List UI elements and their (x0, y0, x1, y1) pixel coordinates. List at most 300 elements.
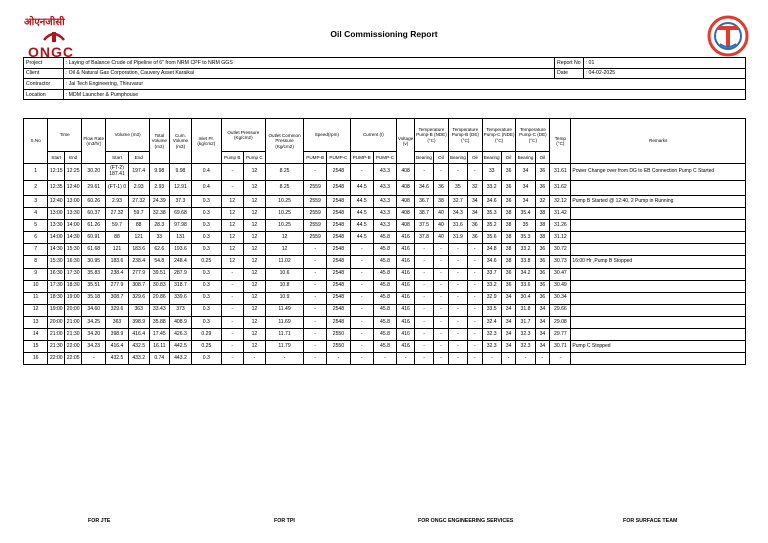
table-cell: 33 (149, 232, 169, 244)
table-cell: - (304, 341, 327, 353)
table-cell: 30.83 (149, 280, 169, 292)
table-cell: 13:30 (48, 220, 65, 232)
table-row (24, 232, 746, 244)
table-cell: 31.9 (448, 232, 467, 244)
table-cell: 12:40 (65, 181, 82, 196)
table-cell: 36 (467, 232, 482, 244)
table-cell: 34 (516, 196, 535, 208)
table-row (24, 181, 746, 196)
table-cell: 3 (24, 196, 48, 208)
pc-de-oil-header: Oil (535, 152, 550, 164)
ongc-logo (22, 14, 92, 58)
table-cell: - (221, 329, 243, 341)
inlet-pressure-header: Inlet Pr. (kg/cm2) (192, 119, 222, 164)
table-cell: 35.3 (482, 208, 501, 220)
table-cell: - (415, 280, 434, 292)
table-cell: 17.45 (149, 329, 169, 341)
table-cell: 193.6 (169, 244, 191, 256)
table-cell: 31.8 (516, 304, 535, 316)
table-cell: 2559 (304, 220, 327, 232)
table-cell: 2548 (327, 164, 350, 181)
table-cell: 0.3 (192, 353, 222, 365)
table-cell: 38 (535, 208, 550, 220)
table-cell: - (350, 329, 373, 341)
table-cell: 9 (24, 268, 48, 280)
pc-nde-oil-header: Oil (501, 152, 516, 164)
table-cell: 35 (516, 220, 535, 232)
pc-de-bearing-header: Bearing (516, 152, 535, 164)
table-cell: 12 (266, 232, 304, 244)
table-cell: - (415, 329, 434, 341)
table-cell: 14 (24, 329, 48, 341)
table-cell: 22:00 (65, 341, 82, 353)
table-cell: 2.93 (128, 181, 149, 196)
pb-nde-bearing-header: Bearing (415, 152, 434, 164)
table-cell: 38.7 (415, 208, 434, 220)
table-cell: 45.8 (373, 292, 396, 304)
table-cell: 12 (243, 232, 265, 244)
table-cell: 34 (467, 196, 482, 208)
voltage-header: Voltage (v) (397, 119, 415, 164)
remark-cell: Pump C Stopped (571, 341, 746, 353)
table-cell: 10 (24, 280, 48, 292)
table-cell: 40 (434, 232, 449, 244)
table-cell: - (415, 341, 434, 353)
table-cell: 34 (516, 164, 535, 181)
table-row (24, 341, 746, 353)
table-cell: - (415, 256, 434, 268)
table-cell: 0.3 (192, 244, 222, 256)
table-row (24, 208, 746, 220)
table-cell: - (350, 341, 373, 353)
table-cell: 24.39 (149, 196, 169, 208)
table-cell: 36 (535, 268, 550, 280)
table-cell: 2.93 (106, 196, 128, 208)
table-cell: 32 (535, 196, 550, 208)
current-pump-b-header: PUMP-B (350, 152, 373, 164)
time-start-header: Start (48, 152, 65, 164)
table-cell: 34.6 (482, 196, 501, 208)
table-cell: 34.25 (82, 316, 106, 328)
outlet-common-header: Outlet Common Pressure (Kg/cm2) (266, 119, 304, 164)
table-row (24, 329, 746, 341)
table-cell: 22:00 (48, 353, 65, 365)
table-cell: 2559 (304, 181, 327, 196)
flow-rate-header: Flow Rate (m3/hr) (82, 119, 106, 164)
remark-cell: 16:00 Hr ,Pump B Stopped (571, 256, 746, 268)
table-row (24, 316, 746, 328)
remark-cell (571, 220, 746, 232)
table-cell: 363 (106, 316, 128, 328)
table-cell: 433.2 (128, 353, 149, 365)
outlet-pump-c-header: Pump C (243, 152, 265, 164)
table-cell: 27.32 (106, 208, 128, 220)
table-cell: 12:25 (65, 164, 82, 181)
table-cell: 54.8 (149, 256, 169, 268)
table-cell: 45.8 (373, 329, 396, 341)
table-cell: 9.98 (149, 164, 169, 181)
table-cell: 30.72 (550, 244, 571, 256)
table-cell: 45.8 (373, 244, 396, 256)
table-cell: 12 (221, 256, 243, 268)
table-cell: 19:00 (65, 292, 82, 304)
table-cell: 34.60 (82, 304, 106, 316)
footer-jte: FOR JTE (88, 518, 111, 524)
table-cell: 13:30 (65, 208, 82, 220)
table-cell: 339.6 (169, 292, 191, 304)
table-cell: 14:00 (65, 220, 82, 232)
table-cell: - (434, 292, 449, 304)
table-cell: - (350, 316, 373, 328)
table-cell: 36 (535, 244, 550, 256)
table-row (24, 244, 746, 256)
table-cell: - (467, 280, 482, 292)
table-cell: 60.37 (82, 208, 106, 220)
table-cell: 30.34 (550, 292, 571, 304)
table-cell: 15:30 (65, 244, 82, 256)
remark-cell (571, 232, 746, 244)
table-cell: - (467, 329, 482, 341)
time-end-header: End (65, 152, 82, 164)
table-cell: 5 (24, 220, 48, 232)
table-cell: - (415, 316, 434, 328)
table-cell: 11.79 (266, 341, 304, 353)
volume-start-header: Start (106, 152, 128, 164)
table-cell: 35 (448, 181, 467, 196)
table-cell: 36 (434, 181, 449, 196)
table-cell: 1 (24, 164, 48, 181)
table-cell: - (467, 292, 482, 304)
table-cell: 408.9 (169, 316, 191, 328)
table-cell: 14:30 (48, 244, 65, 256)
table-cell: 4 (24, 208, 48, 220)
table-cell: 12.91 (169, 181, 191, 196)
table-cell: - (221, 353, 243, 365)
table-cell: 10.25 (266, 220, 304, 232)
table-cell: 2548 (327, 220, 350, 232)
temp-pc-nde-header: Temperature Pump-C (NDE) (°C) (482, 119, 516, 152)
commissioning-data-table (23, 118, 746, 365)
table-cell: 416 (397, 280, 415, 292)
table-cell: 416 (397, 329, 415, 341)
table-cell: 44.5 (350, 208, 373, 220)
table-cell: - (415, 304, 434, 316)
table-cell: 16:30 (48, 268, 65, 280)
date-value: : 04-02-2025 (583, 68, 745, 79)
table-cell: 16.11 (149, 341, 169, 353)
table-row (24, 196, 746, 208)
report-no-value: : 01 (583, 58, 745, 69)
table-cell: - (243, 353, 265, 365)
remark-cell (571, 244, 746, 256)
table-cell: 37.3 (169, 196, 191, 208)
table-cell: 11.71 (266, 329, 304, 341)
table-cell: 60.26 (82, 196, 106, 208)
table-cell: 12 (221, 220, 243, 232)
table-cell: 318.7 (169, 280, 191, 292)
table-cell: 12 (243, 304, 265, 316)
client-label: Client (24, 68, 64, 79)
location-label: Location (24, 89, 64, 100)
project-label: Project (24, 58, 64, 69)
table-cell: 398.9 (106, 329, 128, 341)
table-cell: 31.61 (550, 164, 571, 181)
current-header: Current (I) (350, 119, 397, 152)
table-cell: 197.4 (128, 164, 149, 181)
table-cell: 12 (221, 196, 243, 208)
table-cell: 43.3 (373, 208, 396, 220)
table-cell: 29.61 (82, 181, 106, 196)
table-cell: - (448, 256, 467, 268)
table-cell: 10.25 (266, 208, 304, 220)
table-cell: - (550, 353, 571, 365)
table-cell: - (304, 268, 327, 280)
table-cell: 12 (243, 196, 265, 208)
table-cell: 35.2 (482, 220, 501, 232)
table-cell: 34 (501, 316, 516, 328)
table-cell: - (415, 268, 434, 280)
table-cell: 416 (397, 292, 415, 304)
table-cell: - (448, 244, 467, 256)
table-cell: - (415, 164, 434, 181)
table-cell: - (415, 244, 434, 256)
table-cell: - (304, 244, 327, 256)
table-cell: 32 (467, 181, 482, 196)
table-cell: - (434, 341, 449, 353)
table-cell: 11.49 (266, 304, 304, 316)
table-cell: 16:30 (65, 256, 82, 268)
table-cell: 398.9 (128, 316, 149, 328)
table-cell: 19:00 (48, 304, 65, 316)
table-cell: 0.25 (192, 256, 222, 268)
table-cell: 34 (501, 304, 516, 316)
table-cell: - (327, 353, 350, 365)
table-cell: 28.3 (149, 220, 169, 232)
table-cell: 36.7 (415, 196, 434, 208)
table-cell: 34.20 (82, 329, 106, 341)
table-cell: 12 (243, 329, 265, 341)
footer-ongc-services: FOR ONGC ENGINEERING SERVICES (418, 518, 514, 524)
table-cell: 0.3 (192, 304, 222, 316)
table-cell: 416.4 (128, 329, 149, 341)
table-cell: 2548 (327, 232, 350, 244)
table-cell: 2548 (327, 316, 350, 328)
table-cell: 277.9 (128, 268, 149, 280)
table-cell: 12 (243, 208, 265, 220)
table-cell: - (434, 304, 449, 316)
table-cell: 12:40 (48, 196, 65, 208)
table-cell: 45.8 (373, 232, 396, 244)
table-cell: 8.25 (266, 164, 304, 181)
remark-cell (571, 280, 746, 292)
table-cell: - (304, 280, 327, 292)
table-cell: 0.3 (192, 268, 222, 280)
table-cell: 2548 (327, 304, 350, 316)
table-cell: 22:05 (65, 353, 82, 365)
table-cell: 31.26 (550, 220, 571, 232)
outlet-pump-b-header: Pump B (221, 152, 243, 164)
table-cell: 0.3 (192, 232, 222, 244)
table-cell: 12 (243, 220, 265, 232)
table-cell: - (350, 353, 373, 365)
table-cell: 329.6 (128, 292, 149, 304)
table-cell: 2550 (327, 329, 350, 341)
table-cell: 45.8 (373, 316, 396, 328)
header-row-top (24, 119, 746, 152)
table-cell: - (304, 292, 327, 304)
table-cell: - (467, 316, 482, 328)
date-label: Date (555, 68, 584, 79)
table-cell: - (434, 353, 449, 365)
table-cell: 32.3 (482, 329, 501, 341)
table-cell: 2559 (304, 232, 327, 244)
table-cell: 34.8 (482, 244, 501, 256)
table-cell: 36 (535, 280, 550, 292)
table-cell: 7 (24, 244, 48, 256)
client-value: : Oil & Natural Gas Corporation, Cauvery Asset Karaikal (63, 68, 554, 79)
footer-surface-team: FOR SURFACE TEAM (623, 518, 678, 524)
table-cell: 43.3 (373, 220, 396, 232)
table-cell: 20:00 (65, 304, 82, 316)
table-cell: 416 (397, 268, 415, 280)
table-cell: 373 (169, 304, 191, 316)
table-cell: 30.95 (82, 256, 106, 268)
table-cell: 33.2 (482, 181, 501, 196)
table-cell: 408 (397, 181, 415, 196)
table-row (24, 292, 746, 304)
ongc-brand-text: ONGC (28, 44, 74, 60)
table-cell: 12:15 (48, 164, 65, 181)
time-header: Time (48, 119, 82, 152)
contractor-value: : Jai Tech Engineering, Thiruvarur (63, 79, 745, 90)
table-cell: 34 (501, 329, 516, 341)
table-cell: 0.3 (192, 280, 222, 292)
table-cell: 30.47 (550, 268, 571, 280)
table-body (24, 164, 746, 365)
current-pump-c-header: PUMP-C (373, 152, 396, 164)
table-cell: - (373, 353, 396, 365)
table-cell: 45.8 (373, 341, 396, 353)
table-cell: - (434, 329, 449, 341)
table-cell: 88 (106, 232, 128, 244)
table-cell: 0.25 (192, 341, 222, 353)
table-cell: 2548 (327, 256, 350, 268)
table-cell: - (434, 164, 449, 181)
table-cell: - (221, 304, 243, 316)
table-cell: 43.3 (373, 181, 396, 196)
table-cell: 34 (516, 181, 535, 196)
table-cell: - (467, 244, 482, 256)
sno-header: S.No (24, 119, 48, 164)
table-cell: 0.3 (192, 292, 222, 304)
table-cell: 432.5 (106, 353, 128, 365)
table-cell: 33 (482, 164, 501, 181)
table-cell: 34 (535, 304, 550, 316)
table-cell: 2548 (327, 292, 350, 304)
table-cell: 44.5 (350, 220, 373, 232)
table-cell: 11.69 (266, 316, 304, 328)
remark-cell (571, 208, 746, 220)
table-cell: 36 (535, 292, 550, 304)
table-cell: 12 (221, 232, 243, 244)
table-cell: 32.38 (149, 208, 169, 220)
table-cell: 39.51 (149, 268, 169, 280)
remark-cell: Pump B Started @ 12:40, 2 Pump in Running (571, 196, 746, 208)
table-cell: - (448, 353, 467, 365)
table-cell: 34 (501, 341, 516, 353)
table-cell: 2.93 (149, 181, 169, 196)
table-cell: 38 (501, 220, 516, 232)
table-cell: 416 (397, 232, 415, 244)
table-cell: 34 (467, 208, 482, 220)
table-cell: 30.20 (82, 164, 106, 181)
table-cell: 238.4 (128, 256, 149, 268)
table-cell: 21:30 (65, 329, 82, 341)
table-cell: 32.3 (516, 341, 535, 353)
table-cell: - (350, 164, 373, 181)
table-cell: 426.3 (169, 329, 191, 341)
ongc-hindi-text: ओएनजीसी (24, 17, 65, 28)
table-cell: 31.42 (550, 208, 571, 220)
table-cell: 12 (243, 341, 265, 353)
table-cell: - (221, 292, 243, 304)
table-cell: 27.32 (128, 196, 149, 208)
table-cell: - (221, 181, 243, 196)
table-cell: - (467, 256, 482, 268)
table-cell: 30.73 (550, 256, 571, 268)
volume-header: Volume (m3) (106, 119, 149, 152)
table-cell: 2548 (327, 181, 350, 196)
table-cell: - (350, 268, 373, 280)
table-cell: - (448, 304, 467, 316)
temp-pc-de-header: Temperature Pump-C (DE) (°C) (516, 119, 550, 152)
remark-cell: Power Change over from DG to EB Connection Pump C Started (571, 164, 746, 181)
table-cell: 35.3 (516, 232, 535, 244)
table-cell: 0.3 (192, 208, 222, 220)
table-cell: 32.9 (482, 292, 501, 304)
table-cell: 36 (535, 256, 550, 268)
table-cell: 12 (243, 256, 265, 268)
table-cell: 88 (128, 220, 149, 232)
table-cell: 32.12 (550, 196, 571, 208)
table-cell: 329.6 (106, 304, 128, 316)
table-cell: 33.5 (482, 304, 501, 316)
table-cell: 30.71 (550, 341, 571, 353)
table-cell: 34.23 (82, 341, 106, 353)
table-cell: 35.83 (82, 268, 106, 280)
table-cell: 34.3 (448, 208, 467, 220)
table-cell: 21:00 (65, 316, 82, 328)
table-cell: 32.3 (482, 341, 501, 353)
table-cell: - (448, 316, 467, 328)
table-cell: - (434, 316, 449, 328)
table-cell: 12 (243, 181, 265, 196)
table-cell: 34.6 (482, 256, 501, 268)
table-cell: 35.4 (516, 208, 535, 220)
table-cell: 287.9 (169, 268, 191, 280)
table-row (24, 353, 746, 365)
table-cell: 131 (169, 232, 191, 244)
table-cell: - (535, 353, 550, 365)
table-cell: 37.5 (415, 220, 434, 232)
table-cell: 38 (501, 244, 516, 256)
table-cell: 97.98 (169, 220, 191, 232)
table-cell: 35.88 (149, 316, 169, 328)
table-cell: 36 (501, 268, 516, 280)
table-cell: 36 (501, 280, 516, 292)
table-cell: - (304, 316, 327, 328)
table-cell: 36 (501, 164, 516, 181)
